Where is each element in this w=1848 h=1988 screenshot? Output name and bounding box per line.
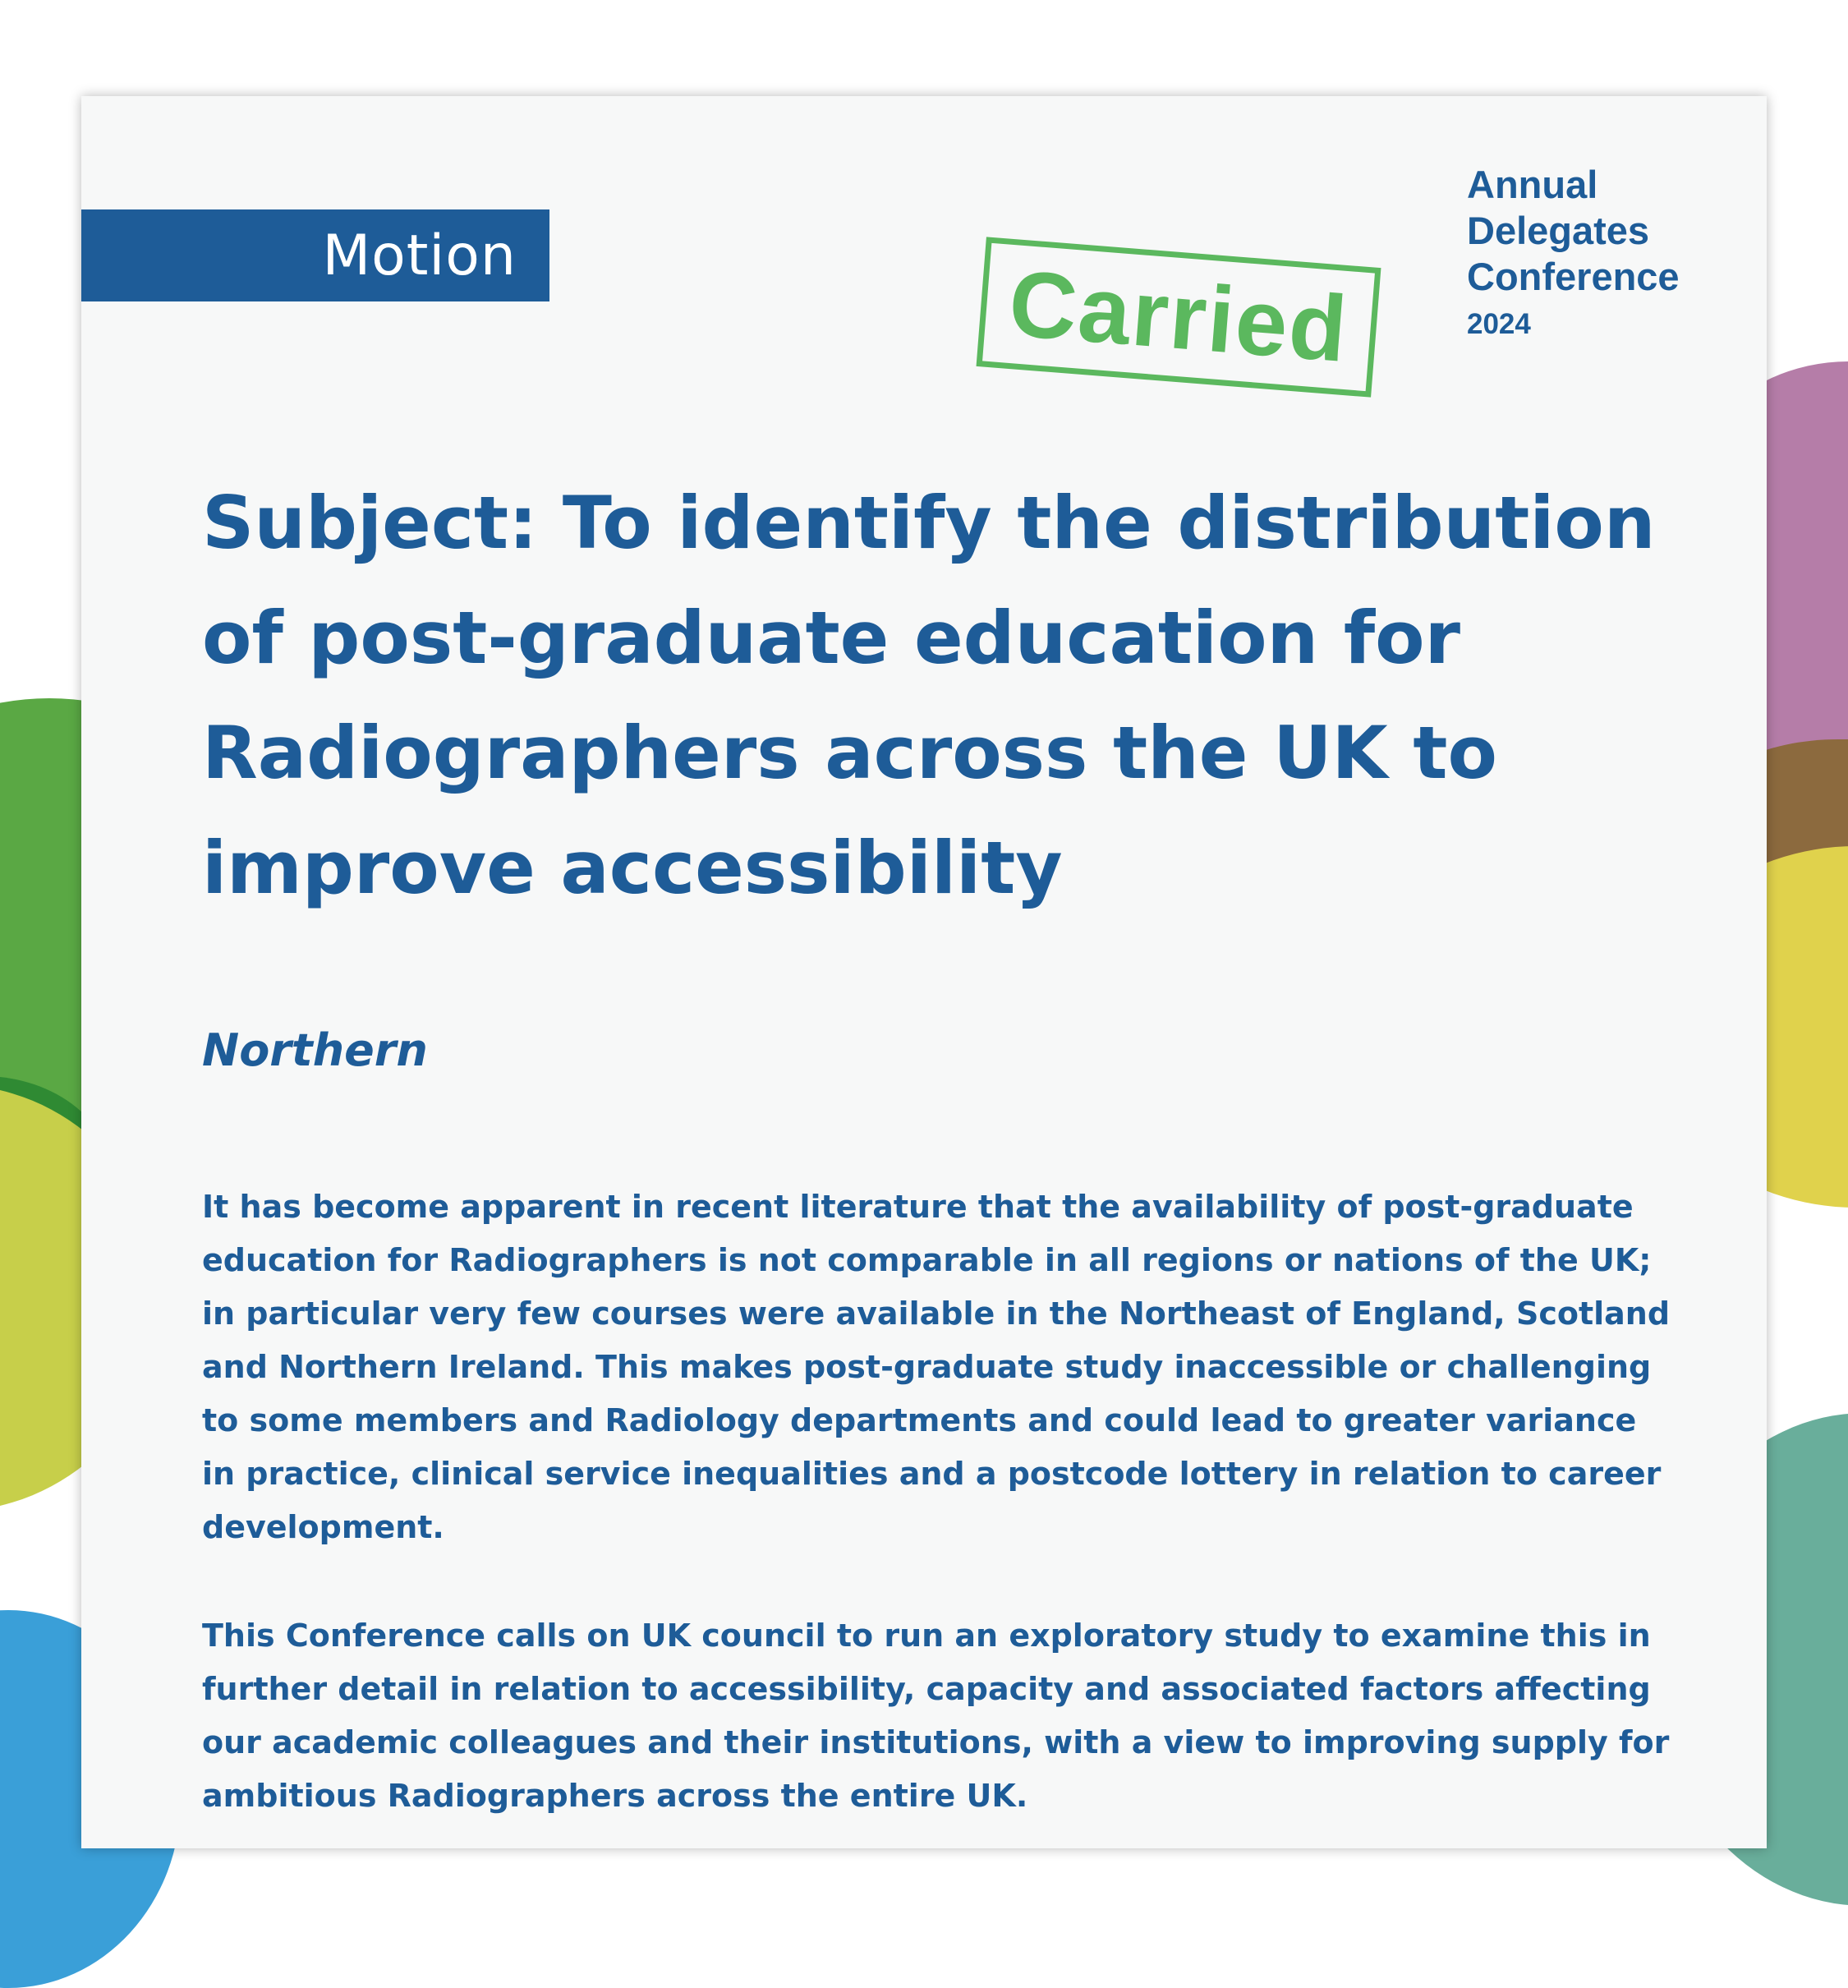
motion-body-paragraph-2: This Conference calls on UK council to run an exploratory study to examine this in further detail in relation to accessibility, capacity and associated factors affecting our academic colleagues and their institutions, with a view to improving supply for ambitious Radiographers across the entire UK. (202, 1618, 1670, 1814)
motion-subject-heading: Subject: To identify the distribution of post-graduate education for Radiographers across the UK to improve accessibility (202, 481, 1656, 910)
conference-logo (1467, 162, 1680, 341)
conference-logo-line-2: Delegates (1467, 209, 1650, 252)
conference-logo-line-3: Conference (1467, 255, 1680, 298)
motion-body-paragraph-1: It has become apparent in recent literature that the availability of post-graduate education for Radiographers is not comparable in all regions or nations of the UK; in particular very few courses were available in the Northeast of England, Scotland and Northern Ireland. This makes post-graduate study inaccessible or challenging to some members and Radiology departments and could lead to greater variance in practice, clinical service inequalities and a postcode lottery in relation to career development. (202, 1189, 1671, 1545)
motion-card (81, 96, 1767, 1848)
conference-logo-year: 2024 (1467, 308, 1531, 340)
conference-logo-line-1: Annual (1467, 163, 1598, 206)
motion-proposer: Northern (202, 1024, 428, 1076)
carried-stamp-text: Carried (1005, 251, 1352, 383)
motion-tab-label: Motion (322, 223, 517, 288)
motion-tab (81, 209, 549, 301)
carried-stamp (977, 237, 1381, 397)
